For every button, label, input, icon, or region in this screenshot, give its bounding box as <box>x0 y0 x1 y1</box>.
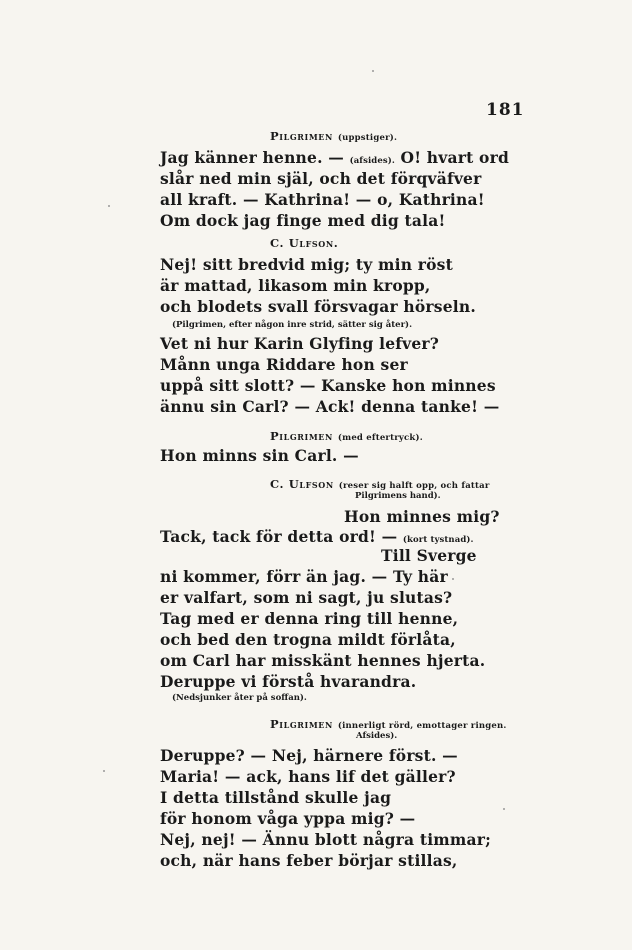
verse-line: Månn unga Riddare hon ser <box>160 355 408 374</box>
inline-direction: (kort tystnad). <box>402 535 474 545</box>
verse-line: ni kommer, förr än jag. — Ty här <box>160 567 448 586</box>
speaker-name: Pilgrimen <box>270 717 333 731</box>
stage-direction: Afsides). <box>356 731 398 741</box>
paper-speck <box>503 808 505 810</box>
verse-line: Deruppe? — Nej, härnere först. — <box>160 746 458 765</box>
speaker-heading <box>270 428 423 446</box>
verse-line: all kraft. — Kathrina! — o, Kathrina! <box>160 190 485 209</box>
verse-line: ännu sin Carl? — Ack! denna tanke! — <box>160 397 500 416</box>
speaker-heading <box>270 128 397 146</box>
verse-line: och, när hans feber börjar stillas, <box>160 851 458 870</box>
paper-speck <box>372 70 374 72</box>
verse-line: är mattad, likasom min kropp, <box>160 276 431 295</box>
paper-speck <box>103 770 105 772</box>
paper-speck <box>452 578 454 580</box>
stage-direction: (Nedsjunker åter på soffan). <box>172 693 307 703</box>
verse-line: och blodets svall försvagar hörseln. <box>160 297 476 316</box>
verse-line: Tag med er denna ring till henne, <box>160 609 459 628</box>
verse-line: Till Sverge <box>381 546 477 565</box>
stage-direction: (Pilgrimen, efter någon inre strid, sätter sig åter). <box>172 320 413 330</box>
stage-direction: (innerligt rörd, emottager ringen. <box>337 721 507 731</box>
stage-direction: (uppstiger). <box>337 133 398 143</box>
stage-direction: Pilgrimens hand). <box>355 491 441 501</box>
stage-direction: (med eftertryck). <box>337 433 423 443</box>
stage-direction: (reser sig halft opp, och fattar <box>338 481 490 491</box>
inline-direction: (afsides). <box>349 156 395 166</box>
verse-line: Hon minnes mig? <box>344 507 500 526</box>
speaker-heading <box>270 235 338 251</box>
verse-line: om Carl har misskänt hennes hjerta. <box>160 651 486 670</box>
verse-line: Nej, nej! — Ännu blott några timmar; <box>160 830 492 849</box>
speaker-name: Pilgrimen <box>270 429 333 443</box>
verse-line: er valfart, som ni sagt, ju slutas? <box>160 588 453 607</box>
verse-text: Tack, tack för detta ord! — <box>160 527 403 546</box>
verse-line: uppå sitt slott? — Kanske hon minnes <box>160 376 496 395</box>
verse-line: för honom våga yppa mig? — <box>160 809 416 828</box>
verse-line: Vet ni hur Karin Glyfing lefver? <box>160 334 440 353</box>
speaker-name: Pilgrimen <box>270 129 333 143</box>
verse-line: Nej! sitt bredvid mig; ty min röst <box>160 255 453 274</box>
verse-line: Deruppe vi förstå hvarandra. <box>160 672 417 691</box>
verse-line: I detta tillstånd skulle jag <box>160 788 392 807</box>
verse-text: O! hvart ord <box>394 148 509 167</box>
verse-line: Hon minns sin Carl. — <box>160 446 359 465</box>
paper-speck <box>108 205 110 207</box>
verse-line <box>160 148 509 171</box>
verse-line: Om dock jag finge med dig tala! <box>160 211 446 230</box>
verse-line: och bed den trogna mildt förlåta, <box>160 630 456 649</box>
verse-line: Maria! — ack, hans lif det gäller? <box>160 767 456 786</box>
verse-line: slår ned min själ, och det förqväfver <box>160 169 482 188</box>
speaker-name: C. Ulfson <box>270 477 334 491</box>
speaker-name: C. Ulfson. <box>270 236 339 250</box>
page-number: 181 <box>486 100 525 120</box>
verse-text: Jag känner henne. — <box>160 148 350 167</box>
